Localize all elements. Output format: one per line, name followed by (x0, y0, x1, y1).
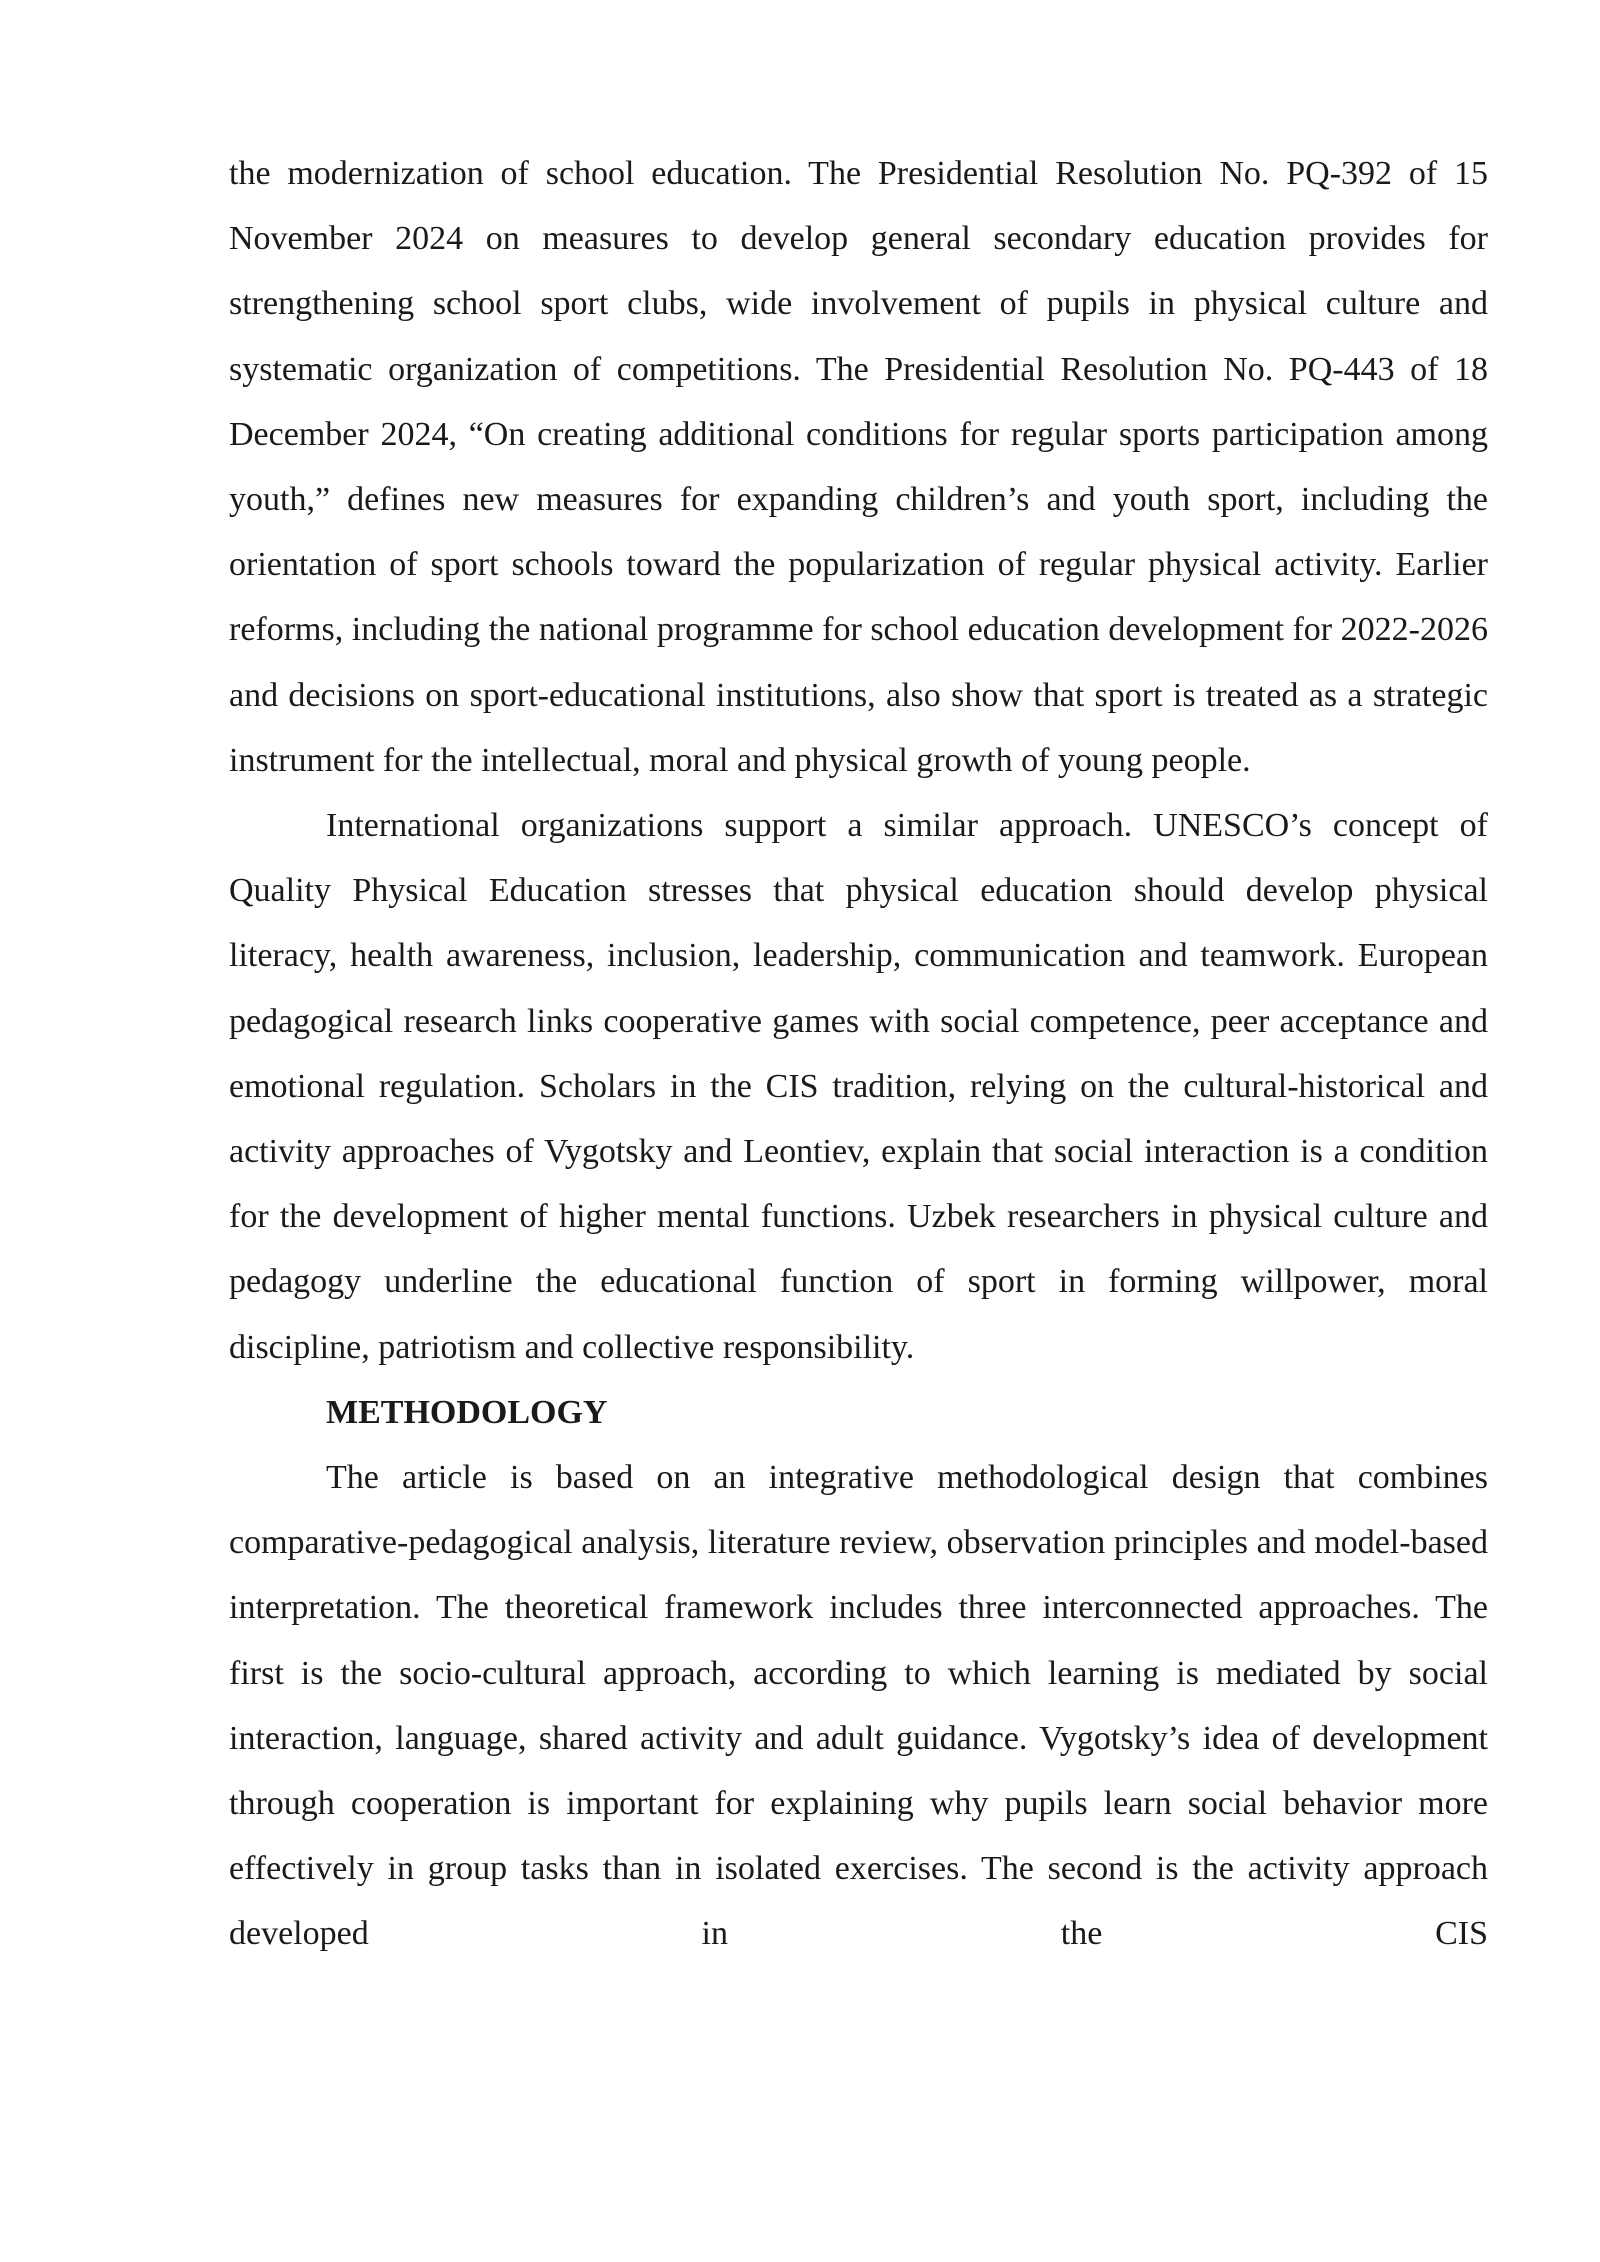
paragraph-legislation: the modernization of school education. The Presidential Resolution No. PQ-392 of 15 November 2024 on measures to develop general secondary education provides for strengthening school sport clubs, wide involvement of pupils in physical culture and systematic organization of competitions. The Presidential Resolution No. PQ-443 of 18 December 2024, “On creating additional conditions for regular sports participation among youth,” defines new measures for expanding children’s and youth sport, including the orientation of sport schools toward the popularization of regular physical activity. Earlier reforms, including the national programme for school education development for 2022-2026 and decisions on sport-educational institutions, also show that sport is treated as a strategic instrument for the intellectual, moral and physical growth of young people. (229, 155, 1488, 779)
paragraph-methodology: The article is based on an integrative methodological design that combines comparative-pedagogical analysis, literature review, observation principles and model-based interpretation. The theoretical framework includes three interconnected approaches. The first is the socio-cultural approach, according to which learning is mediated by social interaction, language, shared activity and adult guidance. Vygotsky’s idea of development through cooperation is important for explaining why pupils learn social behavior more effectively in group tasks than in isolated exercises. The second is the activity approach developed in the CIS (229, 1459, 1488, 1953)
paragraph-international-organizations: International organizations support a similar approach. UNESCO’s concept of Quality Physical Education stresses that physical education should develop physical literacy, health awareness, inclusion, leadership, communication and teamwork. European pedagogical research links cooperative games with social competence, peer acceptance and emotional regulation. Scholars in the CIS tradition, relying on the cultural-historical and activity approaches of Vygotsky and Leontiev, explain that social interaction is a condition for the development of higher mental functions. Uzbek researchers in physical culture and pedagogy underline the educational function of sport in forming willpower, moral discipline, patriotism and collective responsibility. (229, 807, 1488, 1366)
document-page (229, 141, 1488, 1967)
section-heading-methodology: METHODOLOGY (326, 1393, 608, 1431)
